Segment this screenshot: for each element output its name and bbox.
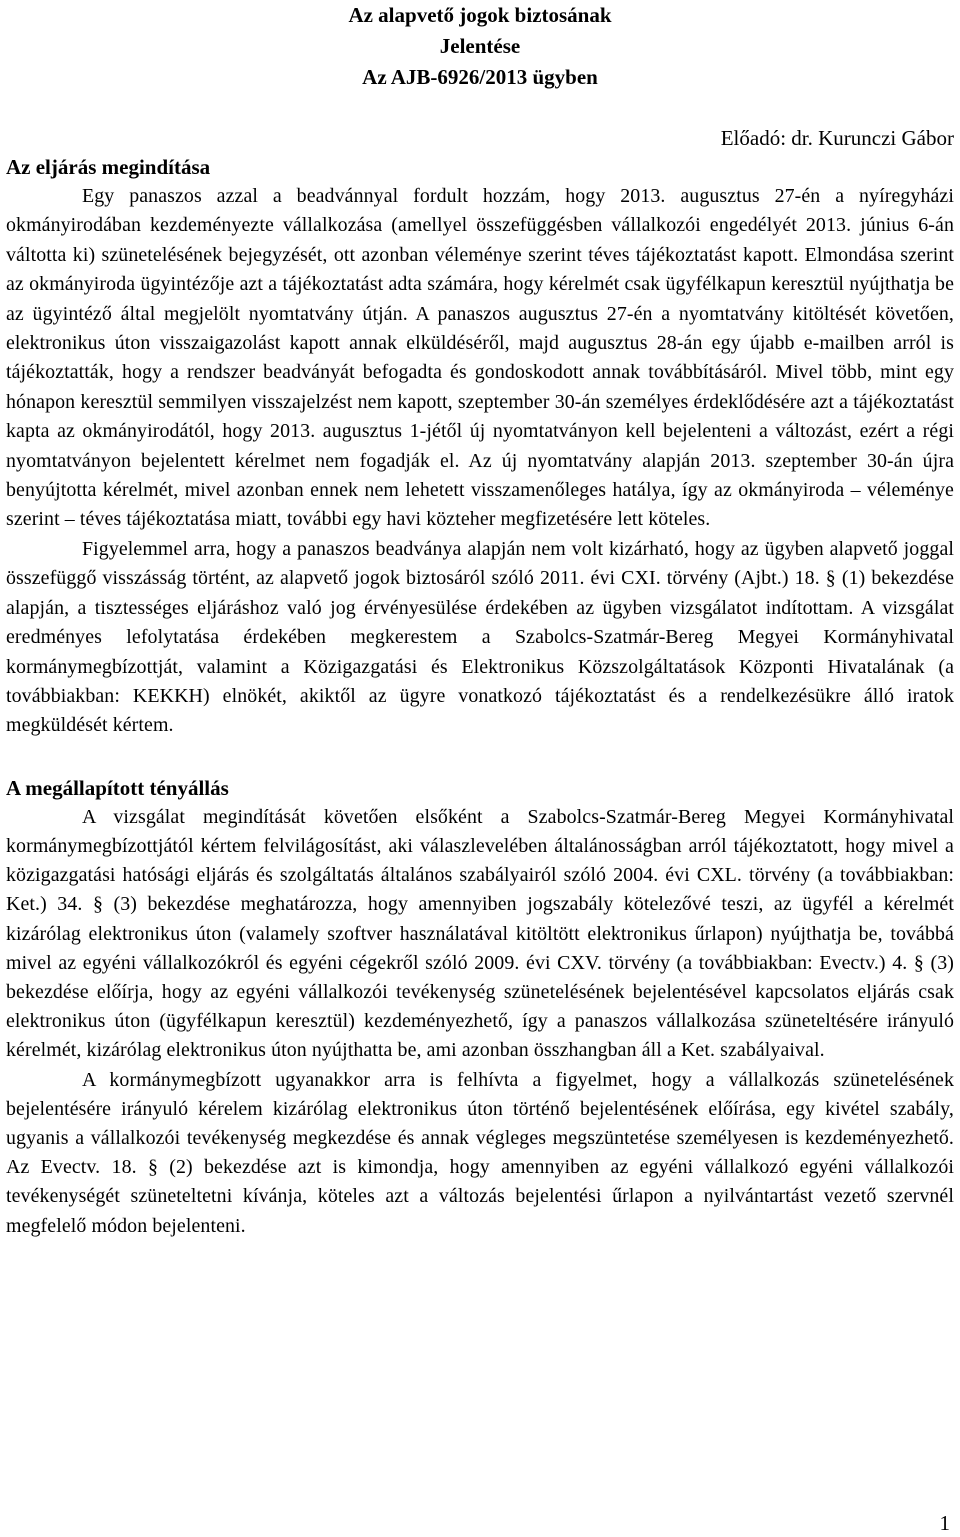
- paragraph-commissioner-note: A kormánymegbízott ugyanakkor arra is felhívta a figyelmet, hogy a vállalkozás szünetelésének bejelentésére irányuló kérelem kizárólag elektronikus úton történő bejelentésének előírása, egy kivétel szabály, ugyanis a vállalkozói tevékenység megkezdése és annak végleges megszüntetése személyesen is kezdeményezhető. Az Evectv. 18. § (2) bekezdése azt is kimondja, hogy amennyiben az egyéni vállalkozó egyéni vállalkozói tevékenységét szüneteltetni kívánja, köteles azt a változás bejelentési űrlapon a nyilvántartást vezető szervnél megfelelő módon bejelenteni.: [6, 1068, 954, 1237]
- page-number: 1: [939, 1511, 950, 1535]
- section-heading-proceedings: Az eljárás megindítása: [6, 155, 211, 179]
- section-heading-facts: A megállapított tényállás: [6, 775, 229, 800]
- paragraph-government-office: A vizsgálat megindítását követően elsőként a Szabolcs-Szatmár-Bereg Megyei Kormányhivatal kormánymegbízottjától kértem felvilágosítást, aki válaszlevelében általánosságban arról tájékoztatott, hogy mivel a közigazgatási hatósági eljárás és szolgáltatás általános szabályairól szóló 2004. évi CXL. törvény (a továbbiakban: Ket.) 34. § (3) bekezdése meghatározza, hogy amennyiben jogszabály kötelezővé teszi, az ügyfél a kérelmét kizárólag elektronikus úton (valamely szoftver használatával kitöltött elektronikus űrlapon) nyújthatja be, továbbá mivel az egyéni vállalkozókról és egyéni cégekről szóló 2009. évi CXV. törvény (a továbbiakban: Evectv.) 4. § (3) bekezdése előírja, hogy az egyéni vállalkozói tevékenység szünetelésének bejelentésével kapcsolatos eljárás csak elektronikus úton (ügyfélkapun keresztül) kezdeményezhető, így a panaszos vállalkozása szüneteltésére irányuló kérelmét, kizárólag elektronikus úton nyújthatta be, ami azonban összhangban áll a Ket. szabályaival.: [6, 805, 954, 1062]
- title-line-report: Jelentése: [439, 34, 521, 58]
- title-line-case-number: Az AJB-6926/2013 ügyben: [362, 65, 598, 89]
- paragraph-complaint: Egy panaszos azzal a beadvánnyal fordult hozzám, hogy 2013. augusztus 27-én a nyíregyházi okmányirodában kezdeményezte vállalkozása (amellyel összefüggésben vállalkozói engedélyét 2013. június 6-án váltotta ki) szünetelésének bejegyzését, ott azonban véleménye szerint téves tájékoztatást kapott. Elmondása szerint az okmányiroda ügyintézője azt a tájékoztatást adta számára, hogy kérelmét csak ügyfélkapun keresztül nyújthatja be az ügyintéző által megjelölt nyomtatvány útján. A panaszos augusztus 27-én a nyomtatvány kitöltését követően, elektronikus úton visszaigazolást kapott annak elküldéséről, majd augusztus 28-án egy újabb e-mailben arról is tájékoztatták, hogy a rendszer beadványát befogadta és gondoskodott annak továbbításáról. Mivel több, mint egy hónapon keresztül semmilyen visszajelzést nem kapott, szeptember 30-án személyes érdeklődésére azt a tájékoztatást kapta az okmányirodától, hogy 2013. augusztus 1-jétől új nyomtatványon kell bejelenteni a változást, ezért a régi nyomtatványon bejelentett kérelmet nem fogadják el. Az új nyomtatvány alapján 2013. szeptember 30-án újra benyújtotta kérelmét, mivel azonban ennek nem lehetett visszamenőleges hatálya, így az okmányiroda – véleménye szerint – téves tájékoztatása miatt, további egy havi közteher megfizetésére lett köteles.: [6, 185, 954, 531]
- presenter-line: Előadó: dr. Kurunczi Gábor: [720, 126, 954, 150]
- title-line-commissioner: Az alapvető jogok biztosának: [348, 3, 612, 27]
- paragraph-investigation: Figyelemmel arra, hogy a panaszos beadványa alapján nem volt kizárható, hogy az ügyben alapvető joggal összefüggő visszásság történt, az alapvető jogok biztosáról szóló 2011. évi CXI. törvény (Ajbt.) 18. § (1) bekezdése alapján, a tisztességes eljáráshoz való jog érvényesülése érdekében az ügyben vizsgálatot indítottam. A vizsgálat eredményes lefolytatása érdekében megkerestem a Szabolcs-Szatmár-Bereg Megyei Kormányhivatal kormánymegbízottját, valamint a Közigazgatási és Elektronikus Közszolgáltatások Központi Hivatalának (a továbbiakban: KEKKH) elnökét, akiktől az ügyre vonatkozó tájékoztatást és a rendelkezésükre álló iratok megküldését kértem.: [6, 537, 954, 737]
- document-title: [6, 0, 954, 93]
